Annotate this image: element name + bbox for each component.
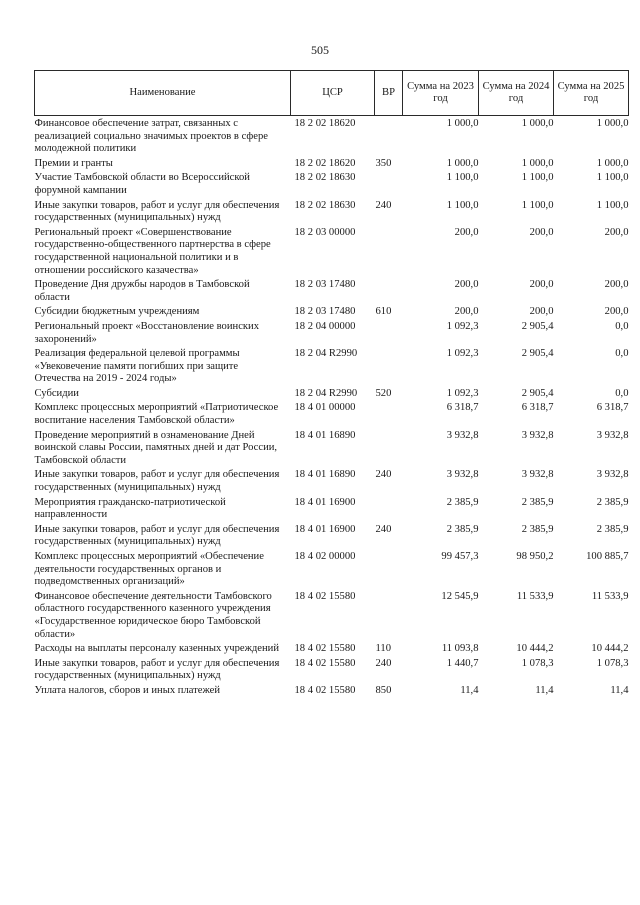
table-row — [35, 200, 629, 227]
row-name: Реализация федеральной целевой программы «Увековечение памяти погибших при защите Отечества на 2019 - 2024 годы» — [34, 348, 240, 385]
row-sum-2024: 3 932,8 — [521, 429, 554, 441]
row-sum-2025: 2 385,9 — [596, 523, 629, 535]
table-row — [35, 643, 629, 658]
row-csr: 18 4 02 15580 — [294, 657, 356, 669]
row-vr — [375, 497, 403, 524]
header-vr: ВР — [375, 71, 403, 116]
row-name: Иные закупки товаров, работ и услуг для обеспечения государственных (муниципальных) нужд — [34, 523, 280, 548]
row-name: Уплата налогов, сборов и иных платежей — [34, 684, 221, 696]
row-csr: 18 4 01 16890 — [294, 469, 356, 481]
table-row — [35, 321, 629, 348]
row-sum-2024: 98 950,2 — [516, 551, 554, 562]
row-vr: 240 — [375, 469, 392, 481]
row-sum-2024: 3 932,8 — [521, 469, 554, 481]
row-sum-2025: 200,0 — [604, 279, 629, 291]
table-row — [35, 497, 629, 524]
row-sum-2023: 2 385,9 — [446, 523, 479, 535]
table-row — [35, 524, 629, 551]
row-csr: 18 2 03 17480 — [294, 279, 356, 291]
row-sum-2025: 200,0 — [604, 306, 629, 318]
row-vr: 610 — [375, 306, 392, 318]
row-name: Премии и гранты — [34, 157, 113, 169]
table-row — [35, 388, 629, 403]
row-sum-2025: 10 444,2 — [591, 643, 629, 655]
row-csr: 18 2 03 00000 — [294, 226, 356, 238]
row-vr: 240 — [375, 657, 392, 669]
row-sum-2023: 11,4 — [460, 684, 479, 696]
row-sum-2023: 12 545,9 — [441, 590, 479, 602]
row-name: Проведение Дня дружбы народов в Тамбовской области — [34, 279, 250, 303]
row-csr: 18 4 02 15580 — [294, 684, 356, 696]
row-sum-2023: 6 318,7 — [446, 402, 479, 414]
row-sum-2025: 1 100,0 — [596, 199, 629, 211]
header-name: Наименование — [35, 71, 291, 116]
row-sum-2024: 200,0 — [529, 279, 554, 291]
row-sum-2024: 2 905,4 — [521, 320, 554, 332]
row-csr: 18 2 02 18630 — [294, 172, 356, 184]
row-name: Расходы на выплаты персоналу казенных учреждений — [34, 643, 279, 655]
row-vr — [375, 227, 403, 279]
row-name: Финансовое обеспечение затрат, связанных с реализацией социально значимых проектов в сфере молодежной политики — [34, 118, 268, 155]
row-vr — [375, 172, 403, 199]
row-name: Иные закупки товаров, работ и услуг для обеспечения государственных (муниципальных) нужд — [34, 469, 280, 494]
row-sum-2025: 11 533,9 — [591, 590, 629, 602]
row-sum-2024: 6 318,7 — [521, 402, 554, 414]
row-sum-2023: 11 093,8 — [441, 643, 479, 655]
row-vr — [375, 116, 403, 158]
row-name: Субсидии бюджетным учреждениям — [34, 306, 200, 318]
row-name: Финансовое обеспечение деятельности Тамбовского областного государственного казенного учреждения «Государственное юридическое бюро Тамбовской области» — [34, 590, 272, 640]
row-vr — [375, 279, 403, 306]
row-sum-2025: 1 000,0 — [596, 157, 629, 169]
page-number: 505 — [311, 43, 329, 57]
row-sum-2024: 11,4 — [535, 684, 554, 696]
row-vr: 850 — [375, 684, 392, 696]
row-vr — [375, 348, 403, 388]
row-sum-2025: 11,4 — [610, 684, 629, 696]
row-sum-2024: 2 905,4 — [521, 348, 554, 360]
row-name: Мероприятия гражданско-патриотической направленности — [34, 496, 226, 521]
row-sum-2025: 6 318,7 — [596, 402, 629, 414]
row-sum-2025: 200,0 — [604, 226, 629, 238]
table-row — [35, 551, 629, 591]
row-csr: 18 4 01 00000 — [294, 402, 356, 414]
table-row — [35, 348, 629, 388]
header-sum-2024: Сумма на 2024 год — [479, 71, 554, 116]
row-sum-2023: 200,0 — [454, 306, 479, 318]
row-sum-2024: 2 385,9 — [521, 523, 554, 535]
row-csr: 18 2 02 18620 — [294, 118, 356, 129]
row-sum-2025: 1 078,3 — [596, 657, 629, 669]
row-csr: 18 2 04 R2990 — [294, 348, 358, 360]
table-row — [35, 591, 629, 643]
row-name: Комплекс процессных мероприятий «Патриотическое воспитание населения Тамбовской области» — [34, 402, 279, 427]
row-sum-2024: 200,0 — [529, 306, 554, 318]
row-sum-2024: 2 905,4 — [521, 387, 554, 399]
row-sum-2023: 1 100,0 — [446, 172, 479, 184]
row-csr: 18 4 02 00000 — [294, 551, 356, 562]
row-sum-2024: 11 533,9 — [516, 590, 554, 602]
row-sum-2023: 200,0 — [454, 279, 479, 291]
row-sum-2024: 200,0 — [529, 226, 554, 238]
row-csr: 18 4 01 16900 — [294, 496, 356, 508]
row-vr: 110 — [375, 643, 391, 655]
row-vr: 240 — [375, 199, 392, 211]
row-name: Комплекс процессных мероприятий «Обеспечение деятельности государственных органов и подведомственных организаций» — [34, 551, 264, 588]
row-sum-2025: 2 385,9 — [596, 496, 629, 508]
header-sum-2023: Сумма на 2023 год — [403, 71, 479, 116]
row-sum-2025: 0,0 — [615, 348, 629, 360]
header-sum-2025: Сумма на 2025 год — [554, 71, 629, 116]
table-row — [35, 469, 629, 496]
row-name: Иные закупки товаров, работ и услуг для обеспечения государственных (муниципальных) нужд — [34, 199, 280, 224]
row-sum-2023: 1 440,7 — [446, 657, 479, 669]
row-sum-2024: 1 000,0 — [521, 118, 554, 129]
row-sum-2023: 3 932,8 — [446, 469, 479, 481]
table-header — [35, 71, 629, 116]
row-csr: 18 2 04 00000 — [294, 320, 356, 332]
row-sum-2025: 0,0 — [615, 387, 629, 399]
table-row — [35, 116, 629, 158]
row-sum-2023: 3 932,8 — [446, 429, 479, 441]
row-sum-2023: 99 457,3 — [441, 551, 479, 562]
row-sum-2023: 1 092,3 — [446, 348, 479, 360]
row-vr — [375, 591, 403, 643]
table-row — [35, 227, 629, 279]
table-row — [35, 158, 629, 173]
row-csr: 18 4 01 16900 — [294, 523, 356, 535]
row-name: Участие Тамбовской области во Всероссийской форумной кампании — [34, 172, 250, 196]
table-row — [35, 279, 629, 306]
table-row — [35, 172, 629, 199]
row-csr: 18 2 04 R2990 — [294, 387, 358, 399]
row-csr: 18 2 02 18620 — [294, 157, 356, 169]
table-row — [35, 685, 629, 700]
row-name: Иные закупки товаров, работ и услуг для обеспечения государственных (муниципальных) нужд — [34, 657, 280, 682]
row-vr — [375, 430, 403, 470]
row-sum-2023: 1 100,0 — [446, 199, 479, 211]
row-sum-2023: 1 000,0 — [446, 118, 479, 129]
table-row — [35, 306, 629, 321]
row-sum-2025: 3 932,8 — [596, 469, 629, 481]
row-vr — [375, 402, 403, 429]
row-sum-2025: 3 932,8 — [596, 429, 629, 441]
row-sum-2025: 100 885,7 — [586, 551, 629, 562]
row-csr: 18 4 01 16890 — [294, 429, 356, 441]
row-sum-2025: 0,0 — [615, 320, 629, 332]
row-sum-2024: 1 100,0 — [521, 172, 554, 184]
row-sum-2024: 2 385,9 — [521, 496, 554, 508]
table-row — [35, 658, 629, 685]
row-sum-2025: 1 100,0 — [596, 172, 629, 184]
row-sum-2023: 2 385,9 — [446, 496, 479, 508]
row-csr: 18 4 02 15580 — [294, 590, 356, 602]
row-sum-2025: 1 000,0 — [596, 118, 629, 129]
row-vr — [375, 321, 403, 348]
row-name: Субсидии — [34, 387, 79, 399]
header-row — [35, 71, 629, 116]
row-csr: 18 2 03 17480 — [294, 306, 356, 318]
row-sum-2023: 1 000,0 — [446, 157, 479, 169]
row-name: Региональный проект «Восстановление воинских захоронений» — [34, 320, 260, 345]
table-row — [35, 402, 629, 429]
row-name: Региональный проект «Совершенствование государственно-общественного партнерства в сфере государственной национальной политики и в отношении российского казачества» — [34, 226, 271, 276]
row-sum-2024: 10 444,2 — [516, 643, 554, 655]
row-sum-2024: 1 078,3 — [521, 657, 554, 669]
row-sum-2024: 1 000,0 — [521, 157, 554, 169]
row-vr: 350 — [375, 157, 392, 169]
table-body — [35, 116, 629, 700]
budget-table — [34, 70, 629, 700]
row-name: Проведение мероприятий в ознаменование Дней воинской славы России, памятных дней и дат России, Тамбовской области — [34, 429, 278, 466]
row-vr: 240 — [375, 523, 392, 535]
header-csr: ЦСР — [291, 71, 375, 116]
row-vr — [375, 551, 403, 591]
row-csr: 18 2 02 18630 — [294, 199, 356, 211]
row-csr: 18 4 02 15580 — [294, 643, 356, 655]
row-sum-2023: 1 092,3 — [446, 320, 479, 332]
row-vr: 520 — [375, 387, 392, 399]
row-sum-2023: 200,0 — [454, 226, 479, 238]
row-sum-2024: 1 100,0 — [521, 199, 554, 211]
row-sum-2023: 1 092,3 — [446, 387, 479, 399]
table-row — [35, 430, 629, 470]
